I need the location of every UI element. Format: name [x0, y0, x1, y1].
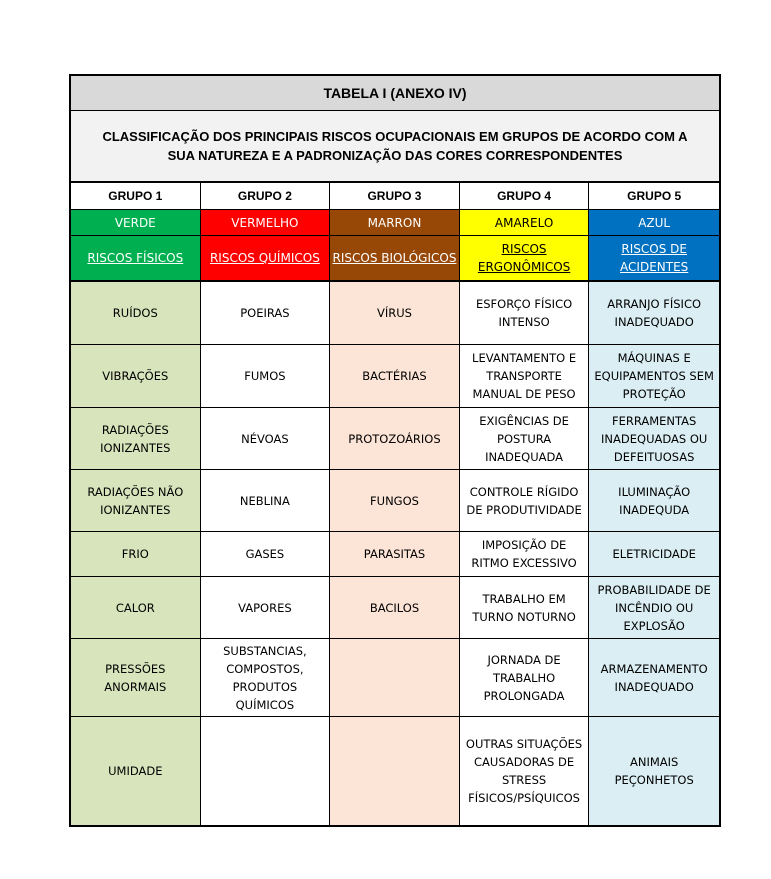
table-row — [71, 470, 719, 532]
table-cell: ANIMAIS PEÇONHETOS — [589, 717, 719, 825]
table-cell: LEVANTAMENTO E TRANSPORTE MANUAL DE PESO — [460, 345, 590, 407]
table-row — [71, 717, 719, 825]
table-cell: VAPORES — [201, 577, 331, 638]
color-cell-red: VERMELHO — [201, 210, 331, 235]
table-cell: PROTOZOÁRIOS — [330, 408, 460, 469]
table-cell: PROBABILIDADE DE INCÊNDIO OU EXPLOSÃO — [589, 577, 719, 638]
table-cell: NÉVOAS — [201, 408, 331, 469]
table-cell: ESFORÇO FÍSICO INTENSO — [460, 282, 590, 344]
table-cell: ARMAZENAMENTO INADEQUADO — [589, 639, 719, 716]
table-cell — [330, 717, 460, 825]
table-cell — [201, 717, 331, 825]
risk-type-physical: RISCOS FÍSICOS — [71, 236, 201, 280]
table-cell: JORNADA DE TRABALHO PROLONGADA — [460, 639, 590, 716]
table-cell — [330, 639, 460, 716]
table-cell: CONTROLE RÍGIDO DE PRODUTIVIDADE — [460, 470, 590, 531]
table-row — [71, 408, 719, 470]
table-cell: IMPOSIÇÃO DE RITMO EXCESSIVO — [460, 532, 590, 576]
table-cell: RADIAÇÕES IONIZANTES — [71, 408, 201, 469]
risk-type-biological: RISCOS BIOLÓGICOS — [330, 236, 460, 280]
table-cell: BACTÉRIAS — [330, 345, 460, 407]
table-cell: FRIO — [71, 532, 201, 576]
color-cell-brown: MARRON — [330, 210, 460, 235]
risk-classification-table — [69, 74, 721, 827]
table-cell: FUNGOS — [330, 470, 460, 531]
risk-type-accidents: RISCOS DE ACIDENTES — [589, 236, 719, 280]
color-cell-yellow: AMARELO — [460, 210, 590, 235]
table-row — [71, 345, 719, 408]
table-cell: VÍRUS — [330, 282, 460, 344]
table-cell: FUMOS — [201, 345, 331, 407]
group-header: GRUPO 3 — [330, 183, 460, 209]
risk-type-row — [71, 236, 719, 282]
table-subtitle — [71, 111, 719, 183]
table-cell: GASES — [201, 532, 331, 576]
table-cell: PRESSÕES ANORMAIS — [71, 639, 201, 716]
risk-type-chemical: RISCOS QUÍMICOS — [201, 236, 331, 280]
table-cell: SUBSTANCIAS, COMPOSTOS, PRODUTOS QUÍMICOS — [201, 639, 331, 716]
table-row — [71, 577, 719, 639]
table-cell: OUTRAS SITUAÇÕES CAUSADORAS DE STRESS FÍSICOS/PSÍQUICOS — [460, 717, 590, 825]
table-cell: TRABALHO EM TURNO NOTURNO — [460, 577, 590, 638]
risk-type-ergonomic: RISCOS ERGONÔMICOS — [460, 236, 590, 280]
table-cell: NEBLINA — [201, 470, 331, 531]
table-cell: ILUMINAÇÃO INADEQUDA — [589, 470, 719, 531]
table-cell: ELETRICIDADE — [589, 532, 719, 576]
table-title: TABELA I (ANEXO IV) — [71, 76, 719, 111]
table-cell: CALOR — [71, 577, 201, 638]
group-header: GRUPO 2 — [201, 183, 331, 209]
table-cell: VIBRAÇÕES — [71, 345, 201, 407]
table-row — [71, 282, 719, 345]
group-header: GRUPO 5 — [627, 189, 682, 203]
group-header-row — [71, 183, 719, 210]
table-cell: MÁQUINAS E EQUIPAMENTOS SEM PROTEÇÃO — [589, 345, 719, 407]
group-header: GRUPO 4 — [460, 183, 590, 209]
subtitle-line-1: CLASSIFICAÇÃO DOS PRINCIPAIS RISCOS OCUPACIONAIS EM GRUPOS DE ACORDO COM A — [102, 129, 688, 144]
color-cell-green: VERDE — [71, 210, 201, 235]
table-cell: PARASITAS — [330, 532, 460, 576]
color-row — [71, 210, 719, 236]
table-cell: BACILOS — [330, 577, 460, 638]
table-cell: FERRAMENTAS INADEQUADAS OU DEFEITUOSAS — [589, 408, 719, 469]
color-cell-blue: AZUL — [589, 210, 719, 235]
table-cell: EXIGÊNCIAS DE POSTURA INADEQUADA — [460, 408, 590, 469]
table-cell: RUÍDOS — [71, 282, 201, 344]
subtitle-line-2: SUA NATUREZA E A PADRONIZAÇÃO DAS CORES CORRESPONDENTES — [167, 148, 623, 163]
table-cell: POEIRAS — [201, 282, 331, 344]
table-cell: ARRANJO FÍSICO INADEQUADO — [589, 282, 719, 344]
table-row — [71, 639, 719, 717]
table-cell: UMIDADE — [71, 717, 201, 825]
table-row — [71, 532, 719, 577]
table-cell: RADIAÇÕES NÃO IONIZANTES — [71, 470, 201, 531]
group-header: GRUPO 1 — [71, 183, 201, 209]
